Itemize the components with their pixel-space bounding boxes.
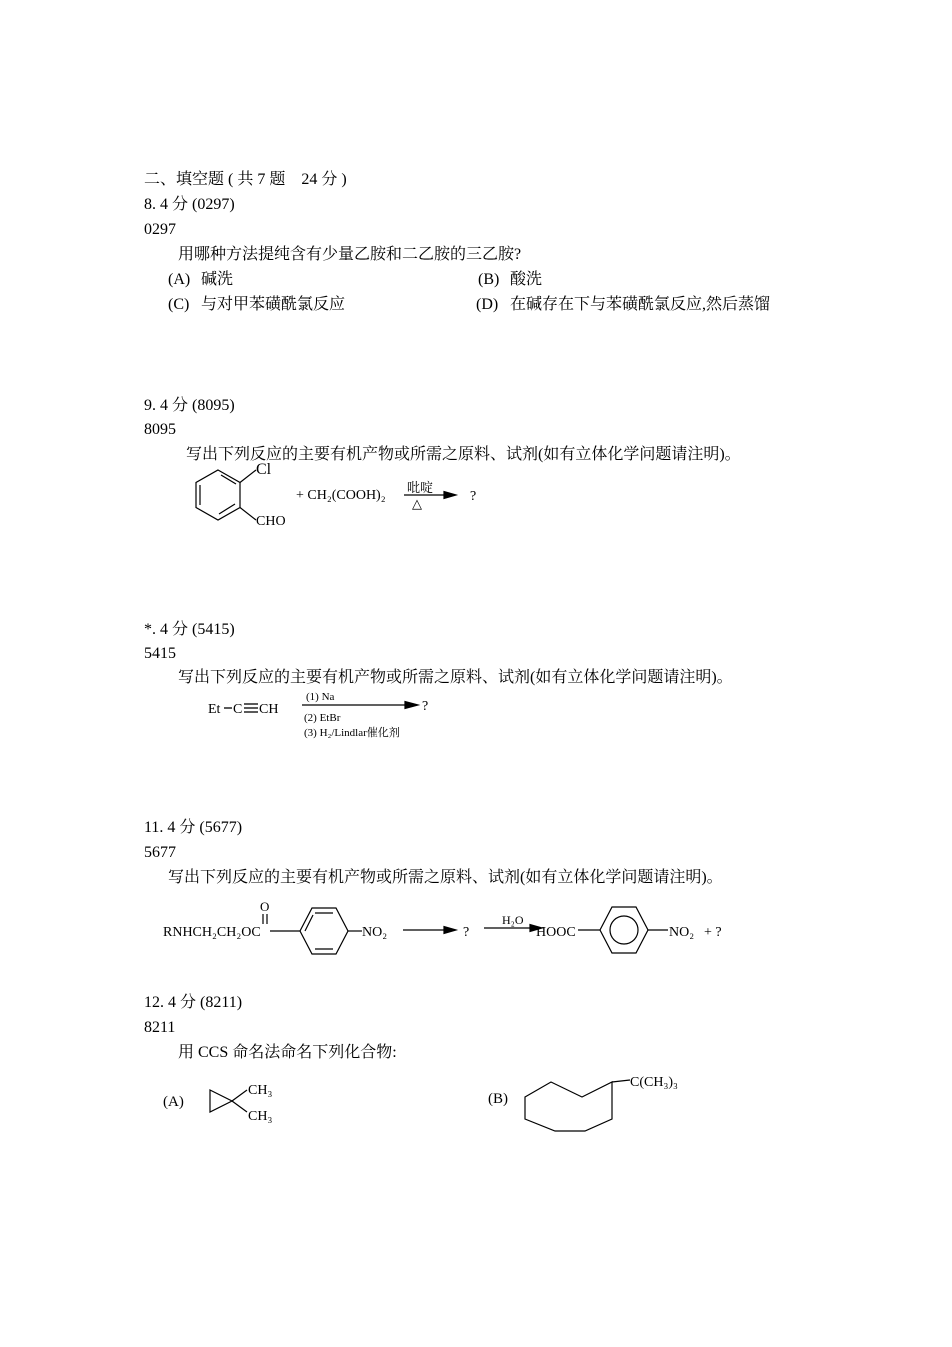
q12-cyclodecane: [525, 1080, 630, 1131]
q10-carbon: C: [233, 702, 243, 717]
q8-option-b-text: 酸洗: [510, 271, 543, 288]
q11-question: 写出下列反应的主要有机产物或所需之原料、试剂(如有立体化学问题请注明)。: [168, 869, 723, 886]
q9-question: 写出下列反应的主要有机产物或所需之原料、试剂(如有立体化学问题请注明)。: [186, 446, 741, 463]
q12-a-sub1: CH₃: [248, 1083, 273, 1098]
q11-product-prefix: HOOC: [536, 925, 576, 940]
q9-reagent: + CH₂(COOH)₂: [296, 488, 386, 503]
q10-et: Et: [208, 702, 221, 717]
q11-start: RNHCH₂CH₂OC: [163, 925, 261, 940]
q10-code: 5415: [144, 645, 176, 662]
q9-cl-label: Cl: [256, 461, 272, 478]
q9-code: 8095: [144, 421, 176, 438]
q11-tail: + ?: [704, 925, 722, 940]
q8-option-a-label: (A): [168, 271, 191, 288]
q9-benzene-ring: [196, 470, 256, 520]
q12-header: 12. 4 分 (8211): [144, 994, 243, 1011]
q11-arrow1: [403, 927, 456, 934]
q11-intermediate: ?: [463, 925, 470, 940]
q11-benzene-right: [600, 907, 648, 953]
q10-question: 写出下列反应的主要有机产物或所需之原料、试剂(如有立体化学问题请注明)。: [178, 669, 733, 686]
q8-option-c-text: 与对甲苯磺酰氯反应: [201, 296, 346, 313]
q8-option-d-label: (D): [476, 296, 499, 313]
q10-product: ?: [422, 699, 429, 714]
q8-option-b-label: (B): [478, 271, 500, 288]
q12-a-sub2: CH₃: [248, 1109, 273, 1124]
q11-carbonyl-bond: [263, 914, 267, 924]
q11-code: 5677: [144, 844, 176, 861]
q8-option-a-text: 碱洗: [201, 271, 234, 288]
q9-cho-label: CHO: [256, 514, 286, 529]
q12-code: 8211: [144, 1019, 176, 1036]
q10-step2: (2) EtBr: [304, 712, 341, 724]
q10-header: *. 4 分 (5415): [144, 621, 235, 638]
q10-step3: (3) H₂/Lindlar催化剂: [304, 727, 400, 739]
q8-header: 8. 4 分 (0297): [144, 196, 235, 213]
q8-option-c-label: (C): [168, 296, 190, 313]
q10-ch: CH: [259, 702, 279, 717]
q8-code: 0297: [144, 221, 176, 238]
q11-benzene-left: [300, 908, 348, 954]
q12-cyclopropane: [210, 1090, 247, 1112]
q9-condition-top: 吡啶: [407, 480, 434, 495]
q12-question: 用 CCS 命名法命名下列化合物:: [178, 1044, 397, 1061]
q12-a-label: (A): [163, 1094, 184, 1110]
q10-triple-bond: [244, 704, 258, 712]
q8-option-d-text: 在碱存在下与苯磺酰氯反应,然后蒸馏: [510, 296, 771, 313]
q12-b-label: (B): [488, 1091, 508, 1107]
q11-no2-right: NO₂: [669, 925, 695, 940]
q8-question: 用哪种方法提纯含有少量乙胺和二乙胺的三乙胺?: [178, 246, 522, 263]
q11-header: 11. 4 分 (5677): [144, 819, 243, 836]
q11-carbonyl-o: O: [260, 899, 270, 914]
q11-no2-left: NO₂: [362, 925, 388, 940]
q9-condition-bottom: △: [412, 496, 422, 511]
q10-step1: (1) Na: [306, 691, 335, 703]
q12-b-sub: C(CH₃)₃: [630, 1075, 678, 1090]
q9-product: ?: [470, 489, 477, 504]
q11-reagent: H₂O: [502, 913, 524, 927]
section-title: 二、填空题 ( 共 7 题 24 分 ): [144, 171, 347, 188]
q9-header: 9. 4 分 (8095): [144, 397, 235, 414]
